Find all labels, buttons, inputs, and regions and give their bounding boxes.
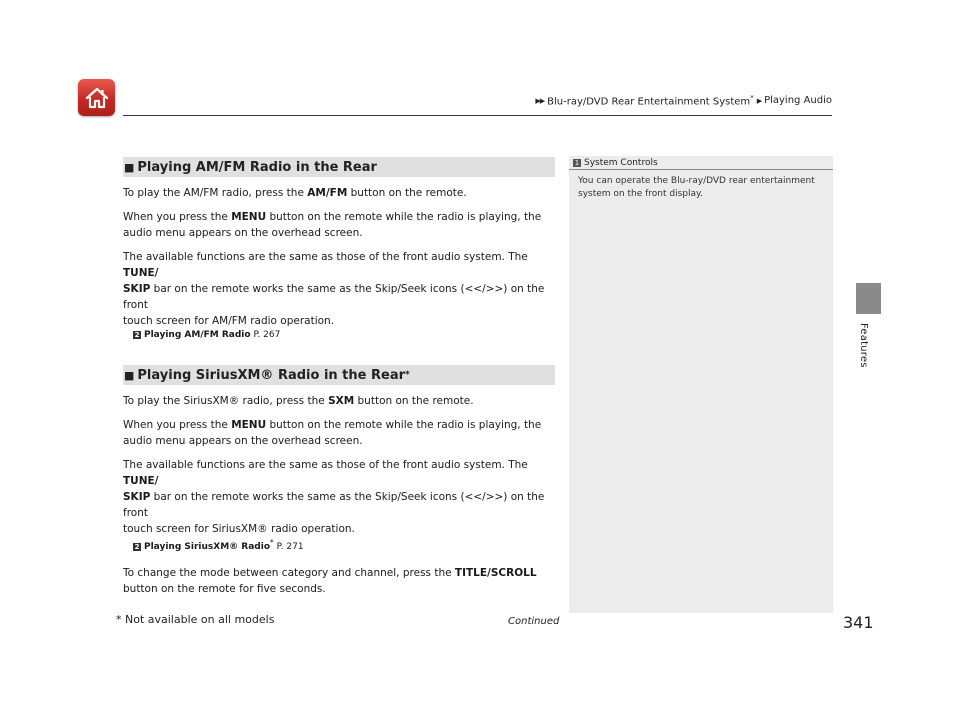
paragraph: When you press the MENU button on the remote while the radio is playing, the audio menu appears on the overhead screen. <box>123 211 542 239</box>
section-tab-marker <box>856 283 881 314</box>
paragraph: The available functions are the same as those of the front audio system. The TUNE/ SKIP bar on the remote works the same as the Skip/Seek icons (<</>>) on the front touch screen for AM/FM radio operation. <box>123 251 545 327</box>
cross-reference-link-am-fm[interactable]: 2 Playing AM/FM Radio P. 267 <box>134 330 281 340</box>
footnote: * Not available on all models <box>116 613 275 626</box>
breadcrumb-item-playing-audio[interactable]: Playing Audio <box>764 95 832 107</box>
breadcrumb-arrow-icon: ▶▶ <box>535 96 545 105</box>
paragraph: To change the mode between category and channel, press the TITLE/SCROLL button on the remote for five seconds. <box>123 567 537 595</box>
home-icon <box>84 85 110 111</box>
reference-arrow-icon: 2 <box>134 331 140 339</box>
header-divider <box>123 115 832 116</box>
heading-square-icon: ■ <box>124 368 135 382</box>
section-heading-siriusxm: ■ Playing SiriusXM® Radio in the Rear * <box>123 365 555 385</box>
section-tab-label: Features <box>858 323 869 368</box>
home-button[interactable] <box>78 79 115 116</box>
sidebar-title: 1 System Controls <box>574 158 658 168</box>
paragraph: When you press the MENU button on the remote while the radio is playing, the audio menu appears on the overhead screen. <box>123 419 542 447</box>
breadcrumb <box>535 94 832 107</box>
continued-label: Continued <box>508 616 560 627</box>
sidebar-note-panel <box>569 156 833 613</box>
breadcrumb-arrow-icon: ▶ <box>756 96 762 105</box>
paragraph: The available functions are the same as those of the front audio system. The TUNE/ SKIP bar on the remote works the same as the Skip/Seek icons (<</>>) on the front touch screen for SiriusXM® radio operation. <box>123 459 545 535</box>
paragraph: To play the SiriusXM® radio, press the SXM button on the remote. <box>123 395 474 407</box>
paragraph: To play the AM/FM radio, press the AM/FM button on the remote. <box>123 187 467 199</box>
section-heading-am-fm: ■ Playing AM/FM Radio in the Rear <box>123 157 555 177</box>
page-number: 341 <box>843 613 874 632</box>
main-content <box>123 157 555 597</box>
sidebar-text: You can operate the Blu-ray/DVD rear entertainment system on the front display. <box>578 176 815 199</box>
reference-arrow-icon: 2 <box>134 543 140 551</box>
note-number-icon: 1 <box>574 159 580 167</box>
cross-reference-link-siriusxm[interactable]: 2 Playing SiriusXM® Radio* P. 271 <box>134 538 304 552</box>
heading-square-icon: ■ <box>124 160 135 174</box>
breadcrumb-item-rear-entertainment[interactable]: Blu-ray/DVD Rear Entertainment System* <box>547 94 754 108</box>
